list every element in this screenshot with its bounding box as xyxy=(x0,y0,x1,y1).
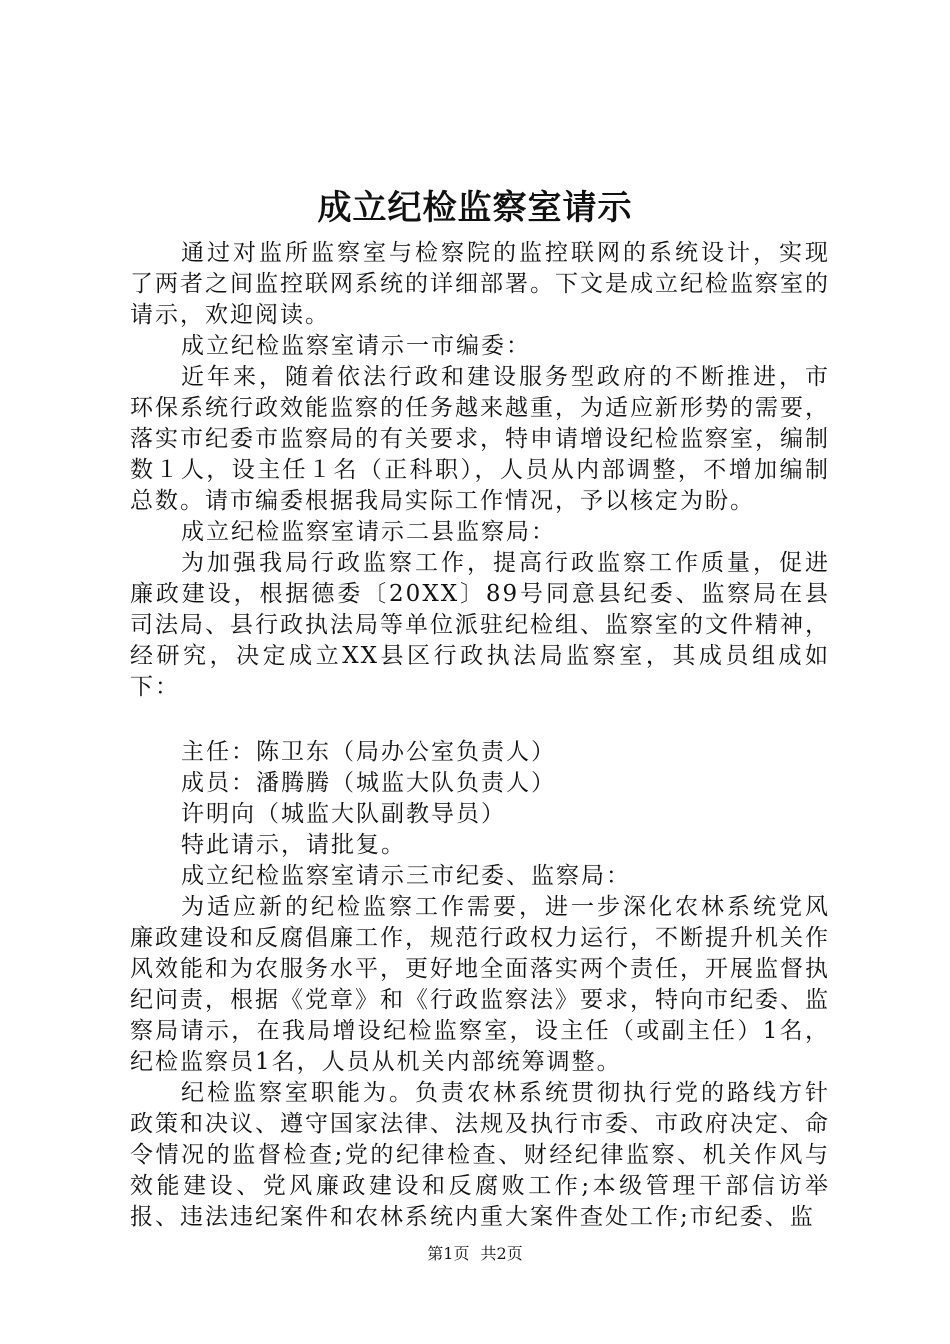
document-body xyxy=(130,238,830,1233)
section-heading-one: 成立纪检监察室请示一市编委： xyxy=(181,333,531,359)
section-heading-two: 成立纪检监察室请示二县监察局： xyxy=(181,519,556,545)
member-director: 主任：陈卫东（局办公室负责人） xyxy=(181,739,556,765)
document-title: 成立纪检监察室请示 xyxy=(317,188,633,228)
page-number: 第1页 xyxy=(427,1244,470,1263)
paragraph-gap xyxy=(130,703,830,737)
section-two-paragraph: 为加强我局行政监察工作，提高行政监察工作质量，促进廉政建设，根据德委〔20XX〕89号同意县纪委、监察局在县司法局、县行政执法局等单位派驻纪检组、监察室的文件精神，经研究，决定成立XX县区行政执法局监察室，其成员组成如下： xyxy=(130,550,830,700)
member-staff: 成员：潘腾腾（城监大队负责人） xyxy=(181,770,556,796)
member-staff-2: 许明向（城监大队副教导员） xyxy=(181,801,506,827)
page-total: 共2页 xyxy=(480,1244,523,1263)
duties-paragraph: 纪检监察室职能为。负责农林系统贯彻执行党的路线方针政策和决议、遵守国家法律、法规及执行市委、市政府决定、命令情况的监督检查;党的纪律检查、财经纪律监察、机关作风与效能建设、党风廉政建设和反腐败工作;本级管理干部信访举报、违法违纪案件和农林系统内重大案件查处工作;市纪委、监 xyxy=(130,1080,830,1230)
closing-request: 特此请示，请批复。 xyxy=(181,832,406,858)
section-one-paragraph: 近年来，随着依法行政和建设服务型政府的不断推进，市环保系统行政效能监察的任务越来越重，为适应新形势的需要，落实市纪委市监察局的有关要求，特申请增设纪检监察室，编制数１人，设主任１名（正科职），人员从内部调整，不增加编制总数。请市编委根据我局实际工作情况，予以核定为盼。 xyxy=(130,364,830,514)
section-three-paragraph: 为适应新的纪检监察工作需要，进一步深化农林系统党风廉政建设和反腐倡廉工作，规范行政权力运行，不断提升机关作风效能和为农服务水平，更好地全面落实两个责任，开展监督执纪问责，根据《党章》和《行政监察法》要求，特向市纪委、监察局请示，在我局增设纪检监察室，设主任（或副主任）1名，纪检监察员1名，人员从机关内部统筹调整。 xyxy=(130,894,830,1075)
section-heading-three: 成立纪检监察室请示三市纪委、监察局： xyxy=(181,863,631,889)
page-footer xyxy=(0,1243,950,1265)
intro-paragraph: 通过对监所监察室与检察院的监控联网的系统设计，实现了两者之间监控联网系统的详细部署。下文是成立纪检监察室的请示，欢迎阅读。 xyxy=(130,240,830,328)
